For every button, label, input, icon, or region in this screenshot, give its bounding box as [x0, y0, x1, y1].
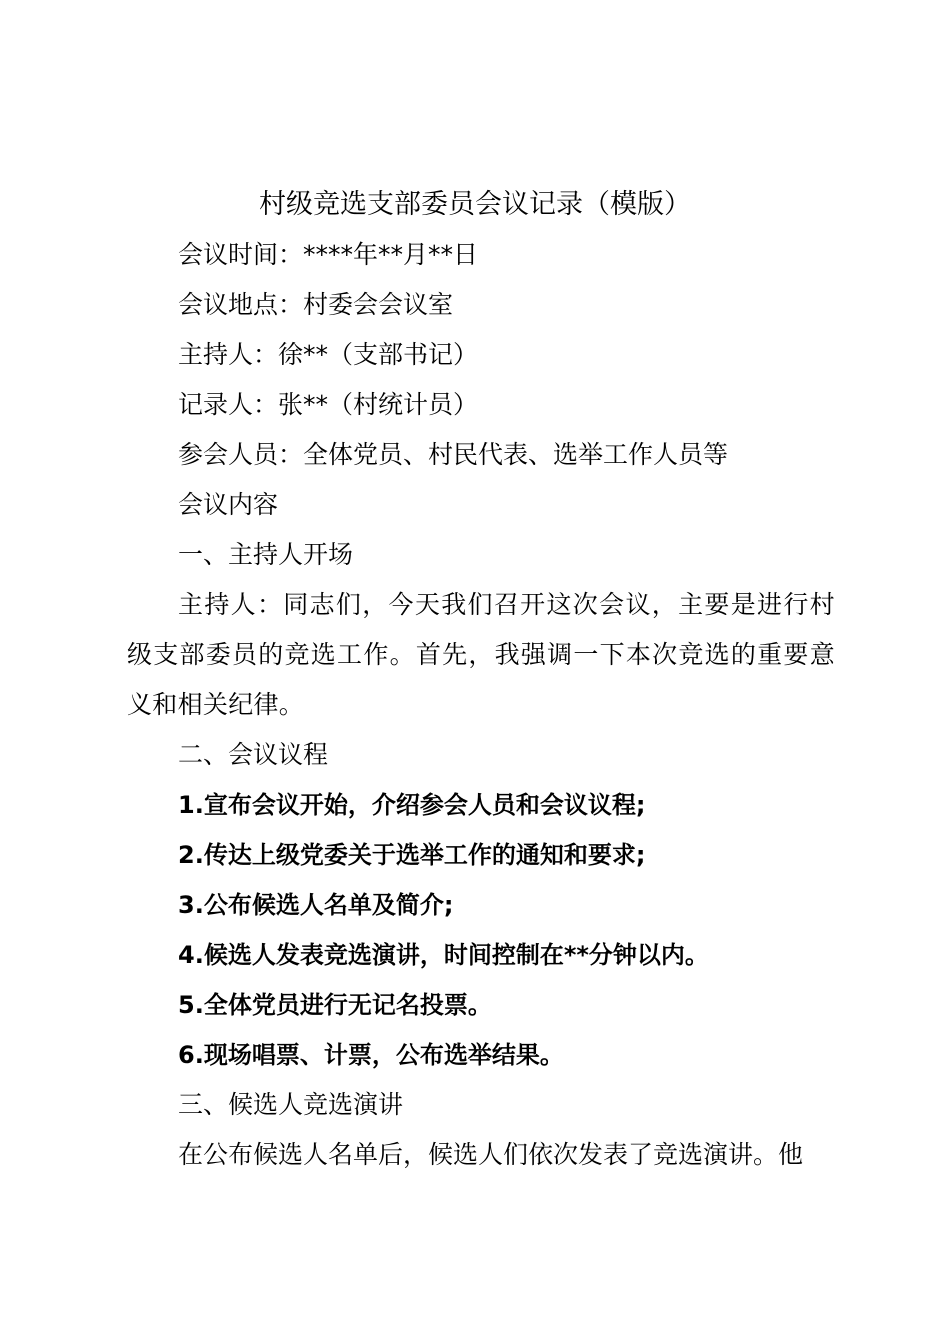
- document-body: [127, 230, 835, 1180]
- meeting-host: 主持人：徐**（支部书记）: [178, 340, 479, 369]
- speeches-paragraph: 在公布候选人名单后，候选人们依次发表了竞选演讲。他: [178, 1140, 804, 1169]
- meeting-recorder: 记录人：张**（村统计员）: [178, 390, 479, 419]
- meeting-place: 会议地点：村委会会议室: [178, 290, 454, 319]
- content-heading: 会议内容: [178, 490, 279, 519]
- document-title: 村级竞选支部委员会议记录（模版）: [259, 189, 691, 220]
- agenda-item: 6.现场唱票、计票，公布选举结果。: [178, 1041, 564, 1069]
- agenda-item: 2.传达上级党委关于选举工作的通知和要求;: [178, 841, 646, 869]
- opening-paragraph: 主持人：同志们，今天我们召开这次会议，主要是进行村级支部委员的竞选工作。首先，我强调一下本次竞选的重要意义和相关纪律。: [127, 590, 835, 719]
- meeting-attendees: 参会人员：全体党员、村民代表、选举工作人员等: [178, 440, 729, 469]
- agenda-item: 4.候选人发表竞选演讲，时间控制在**分钟以内。: [178, 941, 709, 969]
- agenda-item: 1.宣布会议开始，介绍参会人员和会议议程;: [178, 791, 646, 819]
- section-heading-agenda: 二、会议议程: [178, 740, 329, 769]
- meeting-time: 会议时间：****年**月**日: [178, 240, 479, 269]
- agenda-item: 3.公布候选人名单及简介;: [178, 891, 454, 919]
- section-heading-opening: 一、主持人开场: [178, 540, 354, 569]
- agenda-item: 5.全体党员进行无记名投票。: [178, 991, 492, 1019]
- section-heading-speeches: 三、候选人竞选演讲: [178, 1090, 404, 1119]
